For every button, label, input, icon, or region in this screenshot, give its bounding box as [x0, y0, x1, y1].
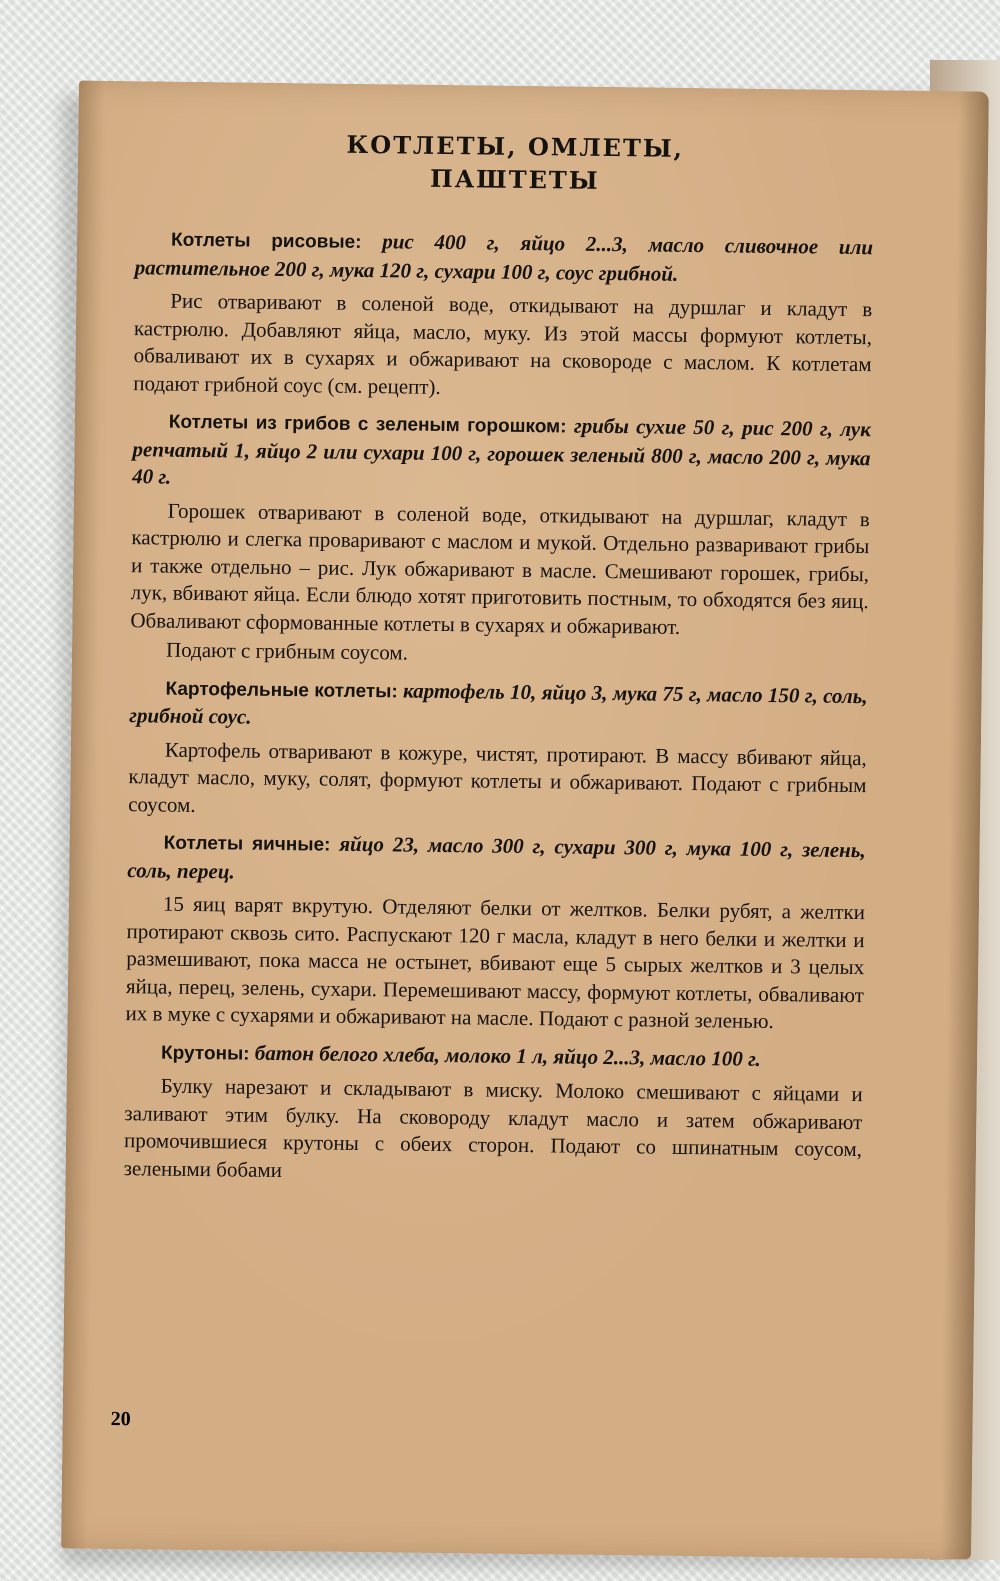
book-page — [61, 80, 989, 1559]
recipe-rice-cutlets — [133, 225, 873, 406]
recipe-ingredients — [129, 674, 868, 739]
recipe-mushroom-pea-cutlets — [130, 407, 871, 672]
page-number: 20 — [110, 1407, 131, 1431]
ingredient-list: батон белого хлеба, молоко 1 л, яйцо 2...3, масло 100 г. — [249, 1040, 761, 1071]
recipe-egg-cutlets — [125, 828, 865, 1037]
page-title-line-1: КОТЛЕТЫ, ОМЛЕТЫ, — [346, 129, 685, 163]
page-title — [136, 125, 875, 200]
recipe-croutons — [124, 1038, 864, 1192]
recipe-instructions: Рис отваривают в соленой воде, откидывают на дуршлаг и кладут в кастрюлю. Добавляют яйца, масло, муку. Из этой массы формуют котлеты, обваливают их в сухарях и обжаривают на сковороде с маслом. К котлетам подают грибной соус (см. рецепт). — [133, 288, 873, 399]
recipe-name: Котлеты из грибов с зеленым горошком: — [168, 411, 567, 438]
recipe-name: Котлеты яичные: — [163, 832, 331, 856]
recipe-instructions: 15 яиц варят вкрутую. Отделяют белки от желтков. Белки рубят, а желтки протирают сквозь сито. Распускают 120 г масла, кладут в него белки и желтки и размешивают, пока масса не остынет, вбивают еще 5 сырых желтков и 3 целых яйца, перец, зелень, сухари. Перемешивают массу, формуют котлеты, обваливают их в муке с сухарями и обжаривают на масле. Подают с разной зеленью. — [125, 891, 866, 1034]
recipe-ingredients — [125, 1038, 863, 1076]
recipe-potato-cutlets — [128, 674, 868, 828]
recipe-serving: Подают с грибным соусом. — [165, 637, 409, 665]
ingredient-list: грибы сухие 50 г, рис 200 г, лук репчатый 1, яйцо 2 или сухари 100 г, горошек зеленый 800 г, масло 200 г, мука 40 г. — [132, 413, 871, 489]
recipe-name: Котлеты рисовые: — [170, 229, 362, 253]
page-title-line-2: ПАШТЕТЫ — [429, 163, 600, 195]
recipe-ingredients — [127, 828, 866, 893]
page-content — [123, 125, 874, 1201]
recipe-name: Картофельные котлеты: — [165, 678, 398, 702]
recipe-name: Крутоны: — [161, 1042, 250, 1065]
ingredient-list: яйцо 23, масло 300 г, сухари 300 г, мука 100 г, зелень, соль, перец. — [127, 831, 866, 883]
recipe-instructions: Картофель отваривают в кожуре, чистят, протирают. В массу вбивают яйца, кладут масло, муку, солят, формуют котлеты и обжаривают. Подают с грибным соусом. — [128, 737, 867, 817]
recipe-instructions: Булку нарезают и складывают в миску. Молоко смешивают с яйцами и заливают этим булку. На сковороду кладут масло и затем обжаривают промочившиеся крутоны с обеих сторон. Подают со шпинатным соусом, зелеными бобами — [123, 1073, 863, 1182]
recipe-ingredients — [135, 225, 874, 290]
recipe-ingredients — [132, 407, 871, 500]
recipe-instructions: Горошек отваривают в соленой воде, откидывают на дуршлаг, кладут в кастрюлю и слегка проваривают с маслом и мукой. Отдельно разваривают грибы и также отдельно – рис. Лук обжаривают в масле. Смешивают горошек, грибы, лук, вбивают яйца. Если блюдо хотят приготовить постным, то обходятся без яиц. Обваливают сформованные котлеты в сухарях и обжаривают. — [130, 498, 870, 639]
ingredient-list: картофель 10, яйцо 3, мука 75 г, масло 150 г, соль, грибной соус. — [129, 677, 868, 729]
ingredient-list: рис 400 г, яйцо 2...3, масло сливочное или растительное 200 г, мука 120 г, сухари 100 г, соус грибной. — [134, 228, 874, 286]
